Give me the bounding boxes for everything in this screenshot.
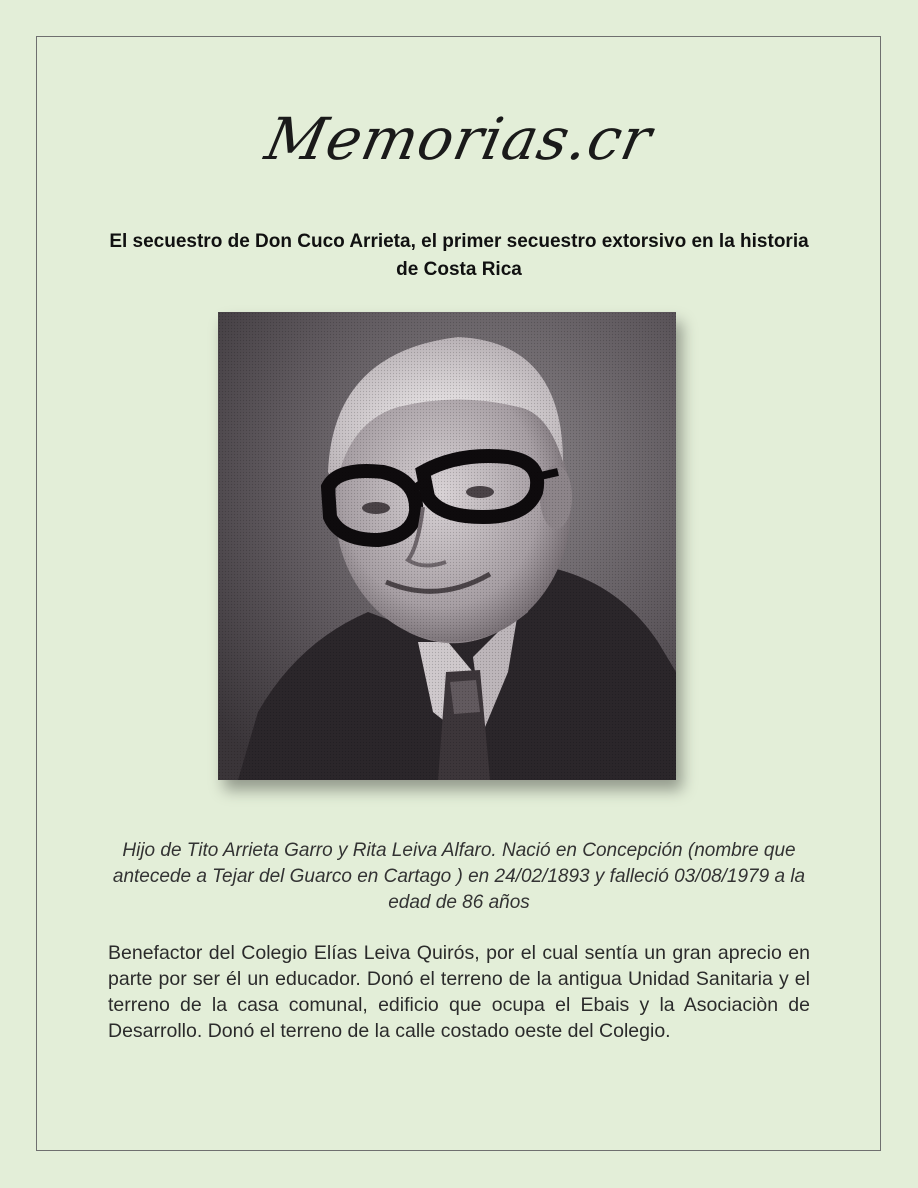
photo-caption: Hijo de Tito Arrieta Garro y Rita Leiva Alfaro. Nació en Concepción (nombre que antecede a Tejar del Guarco en Cartago ) en 24/02/1893 y falleció 03/08/1979 a la edad de 86 años [112,840,806,913]
portrait-photo [218,312,676,780]
portrait-photo-frame [218,312,676,780]
article-title: El secuestro de Don Cuco Arrieta, el primer secuestro extorsivo en la historia de Costa Rica [109,231,809,280]
brand-logo-text: Memorias.cr [259,105,659,173]
body-paragraph: Benefactor del Colegio Elías Leiva Quirós, por el cual sentía un gran aprecio en parte por ser él un educador. Donó el terreno de la antigua Unidad Sanitaria y el terreno de la casa comunal, edificio que ocupa el Ebais y la Asociaciòn de Desarrollo. Donó el terreno de la calle costado oeste del Colegio. [108,942,810,1042]
